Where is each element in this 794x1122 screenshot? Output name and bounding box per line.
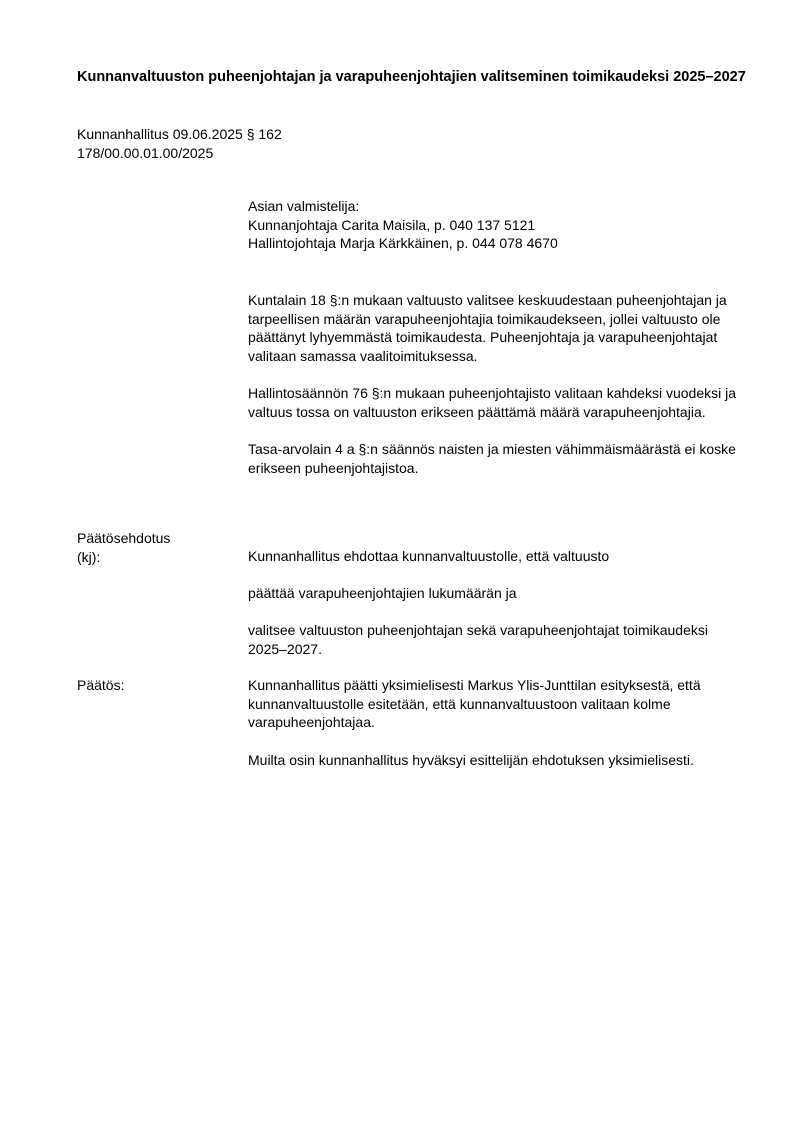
background-paragraph-3: Tasa-arvolain 4 a §:n säännös naisten ja miesten vähimmäismäärästä ei koske erikseen puheenjohtajistoa.: [248, 441, 736, 476]
preparer-person-2: Hallintojohtaja Marja Kärkkäinen, p. 044 078 4670: [248, 235, 558, 251]
document-title: Kunnanvaltuuston puheenjohtajan ja varapuheenjohtajien valitseminen toimikaudeksi 2025–2027: [77, 69, 746, 85]
decision-paragraph-2: Muilta osin kunnanhallitus hyväksyi esittelijän ehdotuksen yksimielisesti.: [248, 752, 694, 768]
background-paragraph-1: Kuntalain 18 §:n mukaan valtuusto valitsee keskuudestaan puheenjohtajan ja tarpeellisen määrän varapuheenjohtajia toimikaudekseen, jollei valtuusto ole päättänyt lyhyemmästä toimikaudesta. Puheenjohtaja ja varapuheenjohtajat valitaan samassa vaalitoimituksessa.: [248, 292, 727, 364]
preparer-block: [248, 197, 743, 253]
decision-label: Päätös:: [77, 677, 125, 693]
preparer-heading: Asian valmistelija:: [248, 198, 360, 214]
proposal-line-2: päättää varapuheenjohtajien lukumäärän ja: [248, 585, 517, 601]
background-block: [248, 291, 743, 477]
proposal-label-line-2: (kj):: [77, 548, 101, 565]
meeting-reference: Kunnanhallitus 09.06.2025 § 162: [77, 126, 282, 142]
decision-paragraph-1: Kunnanhallitus päätti yksimielisesti Markus Ylis-Junttilan esityksestä, että kunnanvaltuustolle esitetään, että kunnanvaltuustoon valitaan kolme varapuheenjohtajaa.: [248, 677, 701, 730]
preparer-person-1: Kunnanjohtaja Carita Maisila, p. 040 137 5121: [248, 216, 536, 233]
meeting-meta: [77, 125, 282, 163]
record-number: 178/00.00.01.00/2025: [77, 145, 214, 161]
proposal-line-1: Kunnanhallitus ehdottaa kunnanvaltuustolle, että valtuusto: [248, 548, 610, 564]
background-paragraph-2: Hallintosäännön 76 §:n mukaan puheenjohtajisto valitaan kahdeksi vuodeksi ja valtuus tossa on valtuuston erikseen päättämä määrä varapuheenjohtajia.: [248, 385, 736, 420]
proposal-line-3: valitsee valtuuston puheenjohtajan sekä varapuheenjohtajat toimikaudeksi 2025–2027.: [248, 622, 708, 657]
proposal-label-line-1: Päätösehdotus: [77, 530, 171, 546]
proposal-label: [77, 529, 170, 566]
